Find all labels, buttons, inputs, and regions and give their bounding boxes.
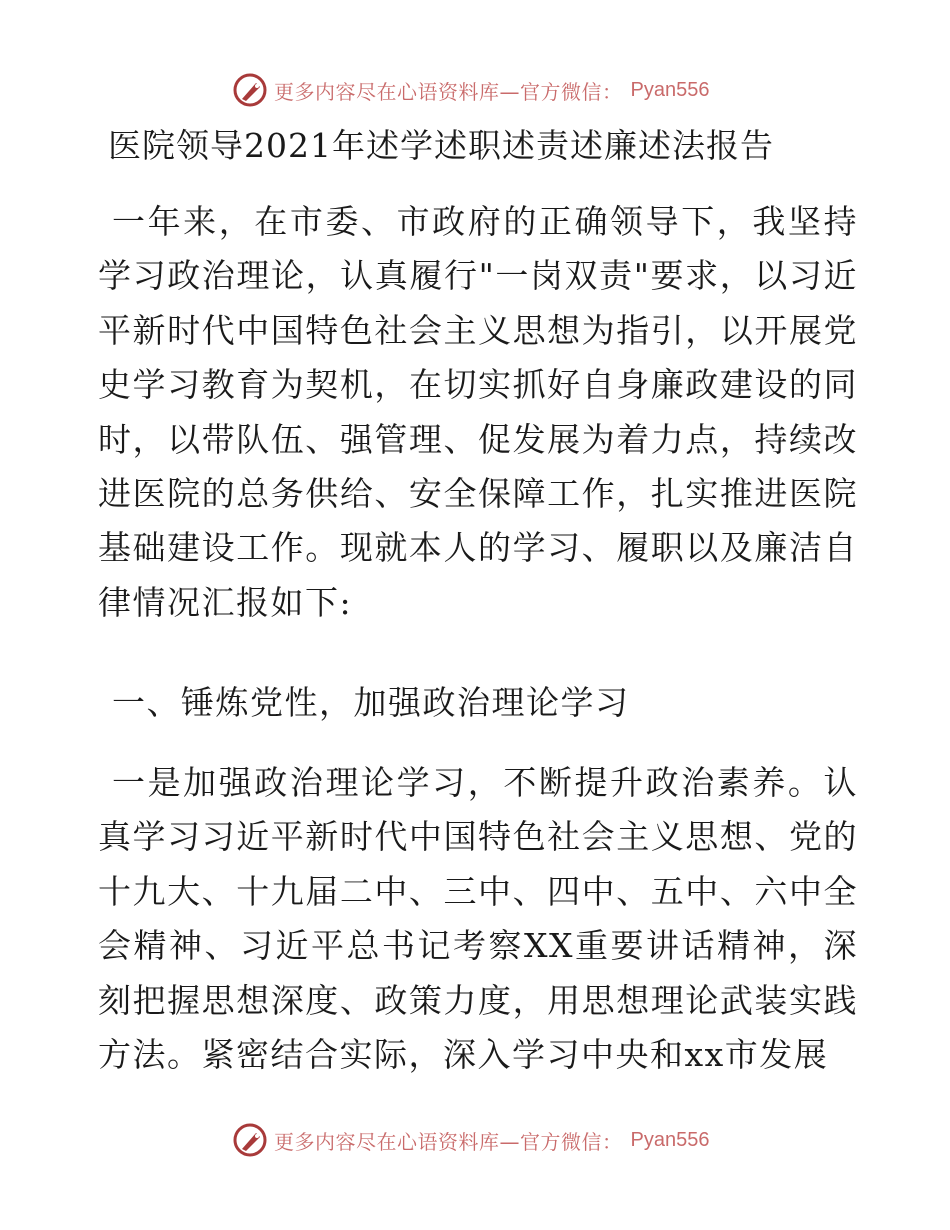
- document-title: 医院领导2021年述学述职述责述廉述法报告: [108, 126, 774, 165]
- watermark-wechat-id: Pyan556: [630, 78, 710, 101]
- paragraph-intro: 一年来，在市委、市政府的正确领导下，我坚持学习政治理论，认真履行"一岗双责"要求，以习近平新时代中国特色社会主义思想为指引，以开展党史学习教育为契机，在切实抓好自身廉政建设的同时，以带队伍、强管理、促发展为着力点，持续改进医院的总务供给、安全保障工作，扎实推进医院基础建设工作。现就本人的学习、履职以及廉洁自律情况汇报如下:: [98, 202, 858, 622]
- watermark-banner-top: [232, 70, 709, 110]
- section-heading-1: 一、锤炼党性，加强政治理论学习: [112, 683, 630, 722]
- pen-nib-circle-logo-icon: [232, 1122, 268, 1158]
- watermark-wechat-id: Pyan556: [630, 1128, 710, 1151]
- paragraph-section-1: 一是加强政治理论学习，不断提升政治素养。认真学习习近平新时代中国特色社会主义思想、党的十九大、十九届二中、三中、四中、五中、六中全会精神、习近平总书记考察XX重要讲话精神，深刻把握思想深度、政策力度，用思想理论武装实践方法。紧密结合实际，深入学习中央和xx市发展: [98, 763, 858, 1075]
- watermark-text: 更多内容尽在心语资料库—官方微信：: [274, 79, 623, 104]
- watermark-text: 更多内容尽在心语资料库—官方微信：: [274, 1129, 623, 1154]
- pen-nib-circle-logo-icon: [232, 72, 268, 108]
- watermark-banner-bottom: [232, 1120, 709, 1160]
